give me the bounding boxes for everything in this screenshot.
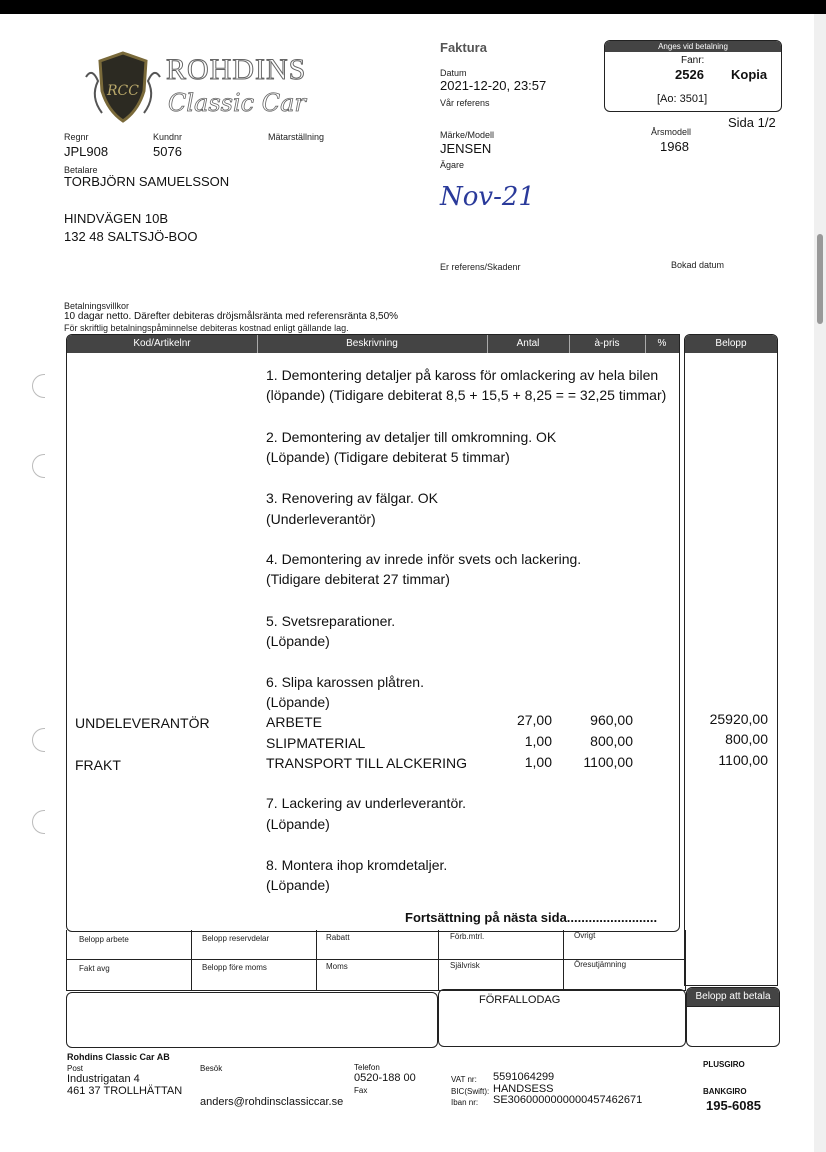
summary-forb-mtrl: Förb.mtrl. xyxy=(450,932,485,941)
owner-label: Ägare xyxy=(440,160,465,170)
description-line: (Tidigare debiterat 27 timmar) xyxy=(266,571,450,587)
description-line: 6. Slipa karossen plåtren. xyxy=(266,674,424,690)
footer-street: Industrigatan 4 xyxy=(67,1073,140,1085)
payer-street: HINDVÄGEN 10B xyxy=(64,211,169,226)
payer-label: Betalare xyxy=(64,165,98,175)
kopia-label: Kopia xyxy=(731,67,768,82)
summary-fakt-avg: Fakt avg xyxy=(79,964,110,973)
description-line: 1. Demontering detaljer på kaross för omlackering av hela bilen xyxy=(266,367,659,383)
item-unit-price: 1100,00 xyxy=(583,754,633,770)
booked-date-label: Bokad datum xyxy=(671,260,725,270)
description-line: (Löpande) xyxy=(266,633,330,649)
summary-oresutjamning: Öresutjämning xyxy=(574,960,627,969)
footer-vat-label: VAT nr: xyxy=(451,1075,477,1084)
item-description: TRANSPORT TILL ALCKERING xyxy=(266,755,467,771)
year-value: 1968 xyxy=(660,139,689,154)
item-description: SLIPMATERIAL xyxy=(266,735,366,751)
description-line: (Löpande) xyxy=(266,816,330,832)
footer-email[interactable]: anders@rohdinsclassiccar.se xyxy=(200,1096,344,1108)
date-label: Datum xyxy=(440,68,467,78)
company-logo xyxy=(82,47,307,127)
invoice-page xyxy=(0,14,814,1152)
due-date-box xyxy=(438,989,686,1047)
kundnr-label: Kundnr xyxy=(153,132,183,142)
description-line: 5. Svetsreparationer. xyxy=(266,613,396,629)
payment-box-header: Anges vid betalning xyxy=(605,41,781,52)
footer-bankgiro-label: BANKGIRO xyxy=(703,1087,747,1096)
terms-label: Betalningsvillkor xyxy=(64,301,130,311)
col-antal: Antal xyxy=(487,335,570,353)
amount-to-pay-label: Belopp att betala xyxy=(687,988,779,1007)
footer-plusgiro-label: PLUSGIRO xyxy=(703,1060,745,1069)
item-code: FRAKT xyxy=(75,757,121,773)
summary-fore-moms: Belopp före moms xyxy=(202,963,267,972)
regnr-value: JPL908 xyxy=(64,144,109,159)
item-quantity: 27,00 xyxy=(516,712,552,728)
col-kod: Kod/Artikelnr xyxy=(67,335,258,353)
footer-bic: HANDSESS xyxy=(493,1083,554,1095)
terms-line-2: För skriftlig betalningspåminnelse debiteras kostnad enligt gällande lag. xyxy=(64,323,349,333)
document-title: Faktura xyxy=(440,40,487,55)
punch-hole xyxy=(32,374,45,398)
ao-number: [Ao: 3501] xyxy=(657,93,708,105)
footer-city: 461 37 TROLLHÄTTAN xyxy=(67,1085,183,1097)
col-beskrivning: Beskrivning xyxy=(257,335,488,353)
summary-moms: Moms xyxy=(326,962,348,971)
col-belopp: Belopp xyxy=(685,335,777,353)
payer-name: TORBJÖRN SAMUELSSON xyxy=(64,174,230,189)
summary-rabatt: Rabatt xyxy=(326,933,350,942)
description-line: 3. Renovering av fälgar. OK xyxy=(266,490,438,506)
page-number: Sida 1/2 xyxy=(728,115,776,130)
item-code: UNDELEVERANTÖR xyxy=(75,715,210,731)
shield-emblem-icon xyxy=(82,47,164,127)
invoice-date: 2021-12-20, 23:57 xyxy=(440,78,547,93)
item-amount: 1100,00 xyxy=(718,752,768,768)
punch-hole xyxy=(32,810,45,834)
item-amount: 25920,00 xyxy=(709,711,768,727)
svg-text:RCC: RCC xyxy=(107,83,139,99)
description-line: (Löpande) (Tidigare debiterat 5 timmar) xyxy=(266,449,510,465)
description-line: 2. Demontering av detaljer till omkromning. OK xyxy=(266,429,557,445)
fanr-value: 2526 xyxy=(675,67,704,82)
logo-script: Classic Car xyxy=(168,89,306,117)
regnr-label: Regnr xyxy=(64,132,89,142)
footer-company: Rohdins Classic Car AB xyxy=(67,1052,170,1062)
summary-grid xyxy=(66,930,686,991)
kundnr-value: 5076 xyxy=(153,144,182,159)
footer-post-label: Post xyxy=(67,1064,84,1073)
scrollbar-thumb[interactable] xyxy=(817,234,823,324)
our-reference-label: Vår referens xyxy=(440,98,490,108)
description-line: (Underleverantör) xyxy=(266,511,376,527)
footer-vat: 5591064299 xyxy=(493,1071,555,1083)
description-line: 8. Montera ihop kromdetaljer. xyxy=(266,857,448,873)
fanr-label: Fanr: xyxy=(681,55,705,66)
continuation-note: Fortsättning på nästa sida......................... xyxy=(405,910,658,925)
payment-reference-box xyxy=(604,40,782,112)
table-header-row xyxy=(67,335,679,353)
scrollbar-track[interactable] xyxy=(814,14,826,1152)
payer-city: 132 48 SALTSJÖ-BOO xyxy=(64,229,198,244)
description-line: (Löpande) xyxy=(266,694,330,710)
footer-visit-label: Besök xyxy=(200,1064,223,1073)
item-quantity: 1,00 xyxy=(524,733,552,749)
punch-hole xyxy=(32,728,45,752)
col-procent: % xyxy=(657,338,667,349)
footer-iban-label: Iban nr: xyxy=(451,1098,479,1107)
amount-column xyxy=(684,334,778,986)
model-value: JENSEN xyxy=(440,141,492,156)
item-amount: 800,00 xyxy=(725,731,768,747)
mileage-label: Mätarställning xyxy=(268,132,325,142)
col-apris: à-pris xyxy=(569,335,646,353)
model-label: Märke/Modell xyxy=(440,130,495,140)
footer-bankgiro: 195-6085 xyxy=(706,1098,761,1113)
description-line: 7. Lackering av underleverantör. xyxy=(266,795,467,811)
description-line: (Löpande) xyxy=(266,877,330,893)
item-description: ARBETE xyxy=(266,714,323,730)
summary-sjalvrisk: Självrisk xyxy=(450,961,480,970)
item-quantity: 1,00 xyxy=(524,754,552,770)
description-line: (löpande) (Tidigare debiterat 8,5 + 15,5 + 8,25 = = 32,25 timmar) xyxy=(266,387,667,403)
item-unit-price: 960,00 xyxy=(590,712,633,728)
footer-iban: SE3060000000000457462671 xyxy=(493,1094,643,1106)
terms-line-1: 10 dagar netto. Därefter debiteras dröjsmålsränta med referensränta 8,50% xyxy=(64,311,399,322)
handwritten-note: Nov-21 xyxy=(440,182,535,212)
due-date-label: FÖRFALLODAG xyxy=(479,994,561,1006)
footer-bic-label: BIC(Swift): xyxy=(451,1087,490,1096)
items-table xyxy=(66,334,680,932)
item-unit-price: 800,00 xyxy=(590,733,633,749)
footer-phone: 0520-188 00 xyxy=(354,1072,416,1084)
footer-fax-label: Fax xyxy=(354,1086,368,1095)
logo-wordmark: ROHDINS xyxy=(166,53,307,86)
claim-reference-label: Er referens/Skadenr xyxy=(440,262,521,272)
summary-belopp-reservdelar: Belopp reservdelar xyxy=(202,934,270,943)
amount-to-pay-box xyxy=(686,987,780,1047)
summary-belopp-arbete: Belopp arbete xyxy=(79,935,129,944)
description-line: 4. Demontering av inrede inför svets och lackering. xyxy=(266,551,582,567)
year-label: Årsmodell xyxy=(651,127,692,137)
footer-phone-label: Telefon xyxy=(354,1063,380,1072)
summary-ovrigt: Övrigt xyxy=(574,931,596,940)
notes-box xyxy=(66,992,438,1048)
punch-hole xyxy=(32,454,45,478)
